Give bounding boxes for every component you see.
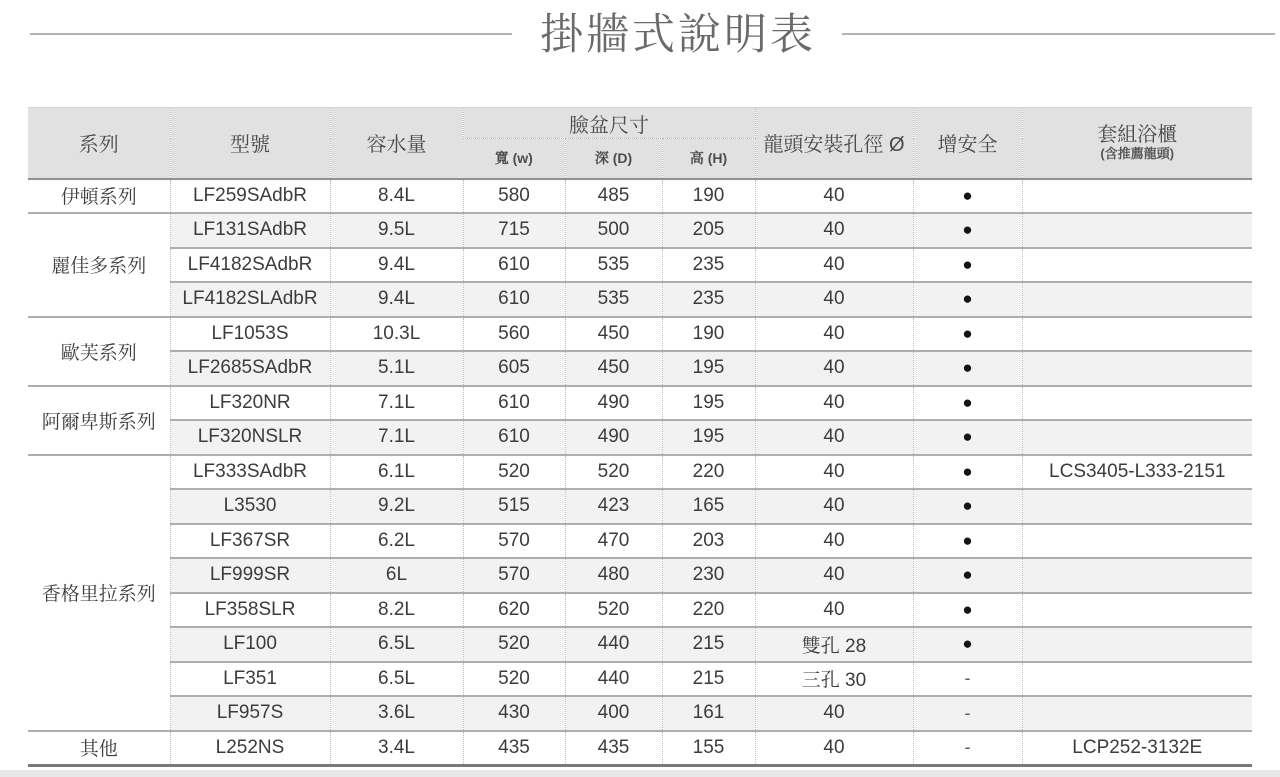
series-cell: 麗佳多系列	[28, 213, 170, 317]
col-header-basin-width: 寬 (w)	[463, 139, 565, 179]
col-header-basin-size: 臉盆尺寸	[463, 108, 755, 139]
model-cell: LF957S	[170, 696, 330, 731]
safety-cell: ●	[913, 179, 1022, 214]
table-row	[28, 386, 1252, 421]
basin-depth-cell: 535	[565, 248, 662, 283]
safety-cell: ●	[913, 351, 1022, 386]
faucet-hole-cell: 40	[755, 351, 913, 386]
model-cell: LF351	[170, 662, 330, 697]
basin-width-cell: 605	[463, 351, 565, 386]
basin-height-cell: 220	[662, 455, 755, 490]
basin-depth-cell: 490	[565, 420, 662, 455]
series-cell: 歐芙系列	[28, 317, 170, 386]
col-header-safety: 增安全	[913, 108, 1022, 179]
capacity-cell: 6.2L	[330, 524, 463, 559]
basin-width-cell: 715	[463, 213, 565, 248]
cabinet-cell	[1022, 558, 1252, 593]
model-cell: L252NS	[170, 731, 330, 766]
faucet-hole-cell: 40	[755, 593, 913, 628]
safety-cell: ●	[913, 420, 1022, 455]
model-cell: L3530	[170, 489, 330, 524]
basin-width-cell: 560	[463, 317, 565, 352]
col-header-cabinet-label: 套組浴櫃	[1097, 124, 1178, 147]
basin-height-cell: 203	[662, 524, 755, 559]
title-band	[0, 0, 1280, 90]
header-row-main	[28, 108, 1252, 139]
basin-depth-cell: 535	[565, 282, 662, 317]
series-cell: 香格里拉系列	[28, 455, 170, 731]
table-header	[28, 108, 1252, 179]
col-header-cabinet	[1022, 108, 1252, 179]
capacity-cell: 3.4L	[330, 731, 463, 766]
series-cell: 伊頓系列	[28, 179, 170, 214]
capacity-cell: 3.6L	[330, 696, 463, 731]
safety-cell: ●	[913, 627, 1022, 662]
faucet-hole-cell: 40	[755, 731, 913, 766]
cabinet-cell	[1022, 179, 1252, 214]
model-cell: LF333SAdbR	[170, 455, 330, 490]
model-cell: LF999SR	[170, 558, 330, 593]
cabinet-cell	[1022, 420, 1252, 455]
table-row	[28, 317, 1252, 352]
basin-depth-cell: 450	[565, 351, 662, 386]
capacity-cell: 7.1L	[330, 386, 463, 421]
basin-width-cell: 610	[463, 282, 565, 317]
cabinet-cell	[1022, 351, 1252, 386]
model-cell: LF4182SLAdbR	[170, 282, 330, 317]
table-row	[28, 558, 1252, 593]
basin-depth-cell: 520	[565, 593, 662, 628]
basin-width-cell: 430	[463, 696, 565, 731]
basin-height-cell: 205	[662, 213, 755, 248]
basin-width-cell: 520	[463, 627, 565, 662]
table-row	[28, 213, 1252, 248]
basin-depth-cell: 423	[565, 489, 662, 524]
table-row	[28, 420, 1252, 455]
basin-depth-cell: 520	[565, 455, 662, 490]
basin-height-cell: 235	[662, 282, 755, 317]
table-row	[28, 455, 1252, 490]
faucet-hole-cell: 40	[755, 696, 913, 731]
table-row	[28, 524, 1252, 559]
table-row	[28, 593, 1252, 628]
safety-cell: ●	[913, 213, 1022, 248]
basin-height-cell: 165	[662, 489, 755, 524]
spec-table	[28, 107, 1252, 767]
basin-width-cell: 610	[463, 420, 565, 455]
model-cell: LF1053S	[170, 317, 330, 352]
capacity-cell: 8.4L	[330, 179, 463, 214]
series-cell: 阿爾卑斯系列	[28, 386, 170, 455]
faucet-hole-cell: 40	[755, 524, 913, 559]
series-cell: 其他	[28, 731, 170, 766]
basin-depth-cell: 480	[565, 558, 662, 593]
cabinet-cell	[1022, 386, 1252, 421]
basin-height-cell: 190	[662, 179, 755, 214]
cabinet-cell	[1022, 524, 1252, 559]
model-cell: LF100	[170, 627, 330, 662]
basin-height-cell: 230	[662, 558, 755, 593]
safety-cell: ●	[913, 455, 1022, 490]
capacity-cell: 9.4L	[330, 282, 463, 317]
basin-depth-cell: 450	[565, 317, 662, 352]
faucet-hole-cell: 40	[755, 489, 913, 524]
faucet-hole-cell: 40	[755, 455, 913, 490]
model-cell: LF131SAdbR	[170, 213, 330, 248]
faucet-hole-cell: 三孔 30	[755, 662, 913, 697]
basin-depth-cell: 400	[565, 696, 662, 731]
safety-cell: ●	[913, 524, 1022, 559]
model-cell: LF320NSLR	[170, 420, 330, 455]
col-header-capacity: 容水量	[330, 108, 463, 179]
cabinet-cell: LCP252-3132E	[1022, 731, 1252, 766]
basin-width-cell: 520	[463, 662, 565, 697]
basin-width-cell: 620	[463, 593, 565, 628]
basin-width-cell: 610	[463, 386, 565, 421]
basin-depth-cell: 500	[565, 213, 662, 248]
safety-cell: ●	[913, 558, 1022, 593]
cabinet-cell	[1022, 213, 1252, 248]
model-cell: LF358SLR	[170, 593, 330, 628]
safety-cell: -	[913, 662, 1022, 697]
table-row	[28, 489, 1252, 524]
basin-depth-cell: 470	[565, 524, 662, 559]
basin-height-cell: 235	[662, 248, 755, 283]
capacity-cell: 7.1L	[330, 420, 463, 455]
faucet-hole-cell: 40	[755, 248, 913, 283]
basin-depth-cell: 440	[565, 662, 662, 697]
basin-depth-cell: 440	[565, 627, 662, 662]
cabinet-cell	[1022, 627, 1252, 662]
basin-height-cell: 155	[662, 731, 755, 766]
cabinet-cell	[1022, 696, 1252, 731]
safety-cell: ●	[913, 317, 1022, 352]
safety-cell: ●	[913, 489, 1022, 524]
basin-height-cell: 195	[662, 420, 755, 455]
capacity-cell: 9.5L	[330, 213, 463, 248]
cabinet-cell	[1022, 317, 1252, 352]
faucet-hole-cell: 40	[755, 282, 913, 317]
model-cell: LF4182SAdbR	[170, 248, 330, 283]
col-header-cabinet-note: (含推薦龍頭)	[1100, 146, 1175, 162]
basin-depth-cell: 490	[565, 386, 662, 421]
basin-height-cell: 220	[662, 593, 755, 628]
safety-cell: ●	[913, 248, 1022, 283]
faucet-hole-cell: 40	[755, 179, 913, 214]
basin-width-cell: 570	[463, 558, 565, 593]
col-header-faucet-hole: 龍頭安裝孔徑 Ø	[755, 108, 913, 179]
col-header-series: 系列	[28, 108, 170, 179]
capacity-cell: 6L	[330, 558, 463, 593]
col-header-basin-depth: 深 (D)	[565, 139, 662, 179]
table-row	[28, 696, 1252, 731]
safety-cell: ●	[913, 593, 1022, 628]
capacity-cell: 10.3L	[330, 317, 463, 352]
table-row	[28, 627, 1252, 662]
safety-cell: ●	[913, 386, 1022, 421]
table-row	[28, 282, 1252, 317]
basin-width-cell: 435	[463, 731, 565, 766]
basin-height-cell: 215	[662, 627, 755, 662]
faucet-hole-cell: 雙孔 28	[755, 627, 913, 662]
basin-height-cell: 190	[662, 317, 755, 352]
basin-height-cell: 195	[662, 351, 755, 386]
table-row	[28, 248, 1252, 283]
basin-depth-cell: 435	[565, 731, 662, 766]
model-cell: LF2685SAdbR	[170, 351, 330, 386]
table-row	[28, 179, 1252, 214]
basin-width-cell: 580	[463, 179, 565, 214]
basin-depth-cell: 485	[565, 179, 662, 214]
safety-cell: -	[913, 731, 1022, 766]
faucet-hole-cell: 40	[755, 386, 913, 421]
faucet-hole-cell: 40	[755, 558, 913, 593]
basin-height-cell: 161	[662, 696, 755, 731]
spec-table-body	[28, 179, 1252, 766]
table-row	[28, 731, 1252, 766]
capacity-cell: 9.2L	[330, 489, 463, 524]
cabinet-cell	[1022, 593, 1252, 628]
table-row	[28, 351, 1252, 386]
faucet-hole-cell: 40	[755, 420, 913, 455]
model-cell: LF367SR	[170, 524, 330, 559]
basin-width-cell: 570	[463, 524, 565, 559]
table-row	[28, 662, 1252, 697]
col-header-model: 型號	[170, 108, 330, 179]
faucet-hole-cell: 40	[755, 317, 913, 352]
title-rule-right	[842, 33, 1275, 35]
basin-width-cell: 520	[463, 455, 565, 490]
title-rule-left	[30, 33, 512, 35]
safety-cell: -	[913, 696, 1022, 731]
capacity-cell: 6.5L	[330, 662, 463, 697]
capacity-cell: 9.4L	[330, 248, 463, 283]
capacity-cell: 5.1L	[330, 351, 463, 386]
cabinet-cell	[1022, 489, 1252, 524]
col-header-basin-height: 高 (H)	[662, 139, 755, 179]
model-cell: LF320NR	[170, 386, 330, 421]
basin-height-cell: 195	[662, 386, 755, 421]
cabinet-cell: LCS3405-L333-2151	[1022, 455, 1252, 490]
basin-width-cell: 610	[463, 248, 565, 283]
cabinet-cell	[1022, 248, 1252, 283]
page-bottom-strip	[0, 770, 1280, 777]
capacity-cell: 6.1L	[330, 455, 463, 490]
cabinet-cell	[1022, 282, 1252, 317]
capacity-cell: 8.2L	[330, 593, 463, 628]
model-cell: LF259SAdbR	[170, 179, 330, 214]
faucet-hole-cell: 40	[755, 213, 913, 248]
page-title: 掛牆式說明表	[540, 11, 816, 59]
cabinet-cell	[1022, 662, 1252, 697]
basin-width-cell: 515	[463, 489, 565, 524]
basin-height-cell: 215	[662, 662, 755, 697]
safety-cell: ●	[913, 282, 1022, 317]
capacity-cell: 6.5L	[330, 627, 463, 662]
